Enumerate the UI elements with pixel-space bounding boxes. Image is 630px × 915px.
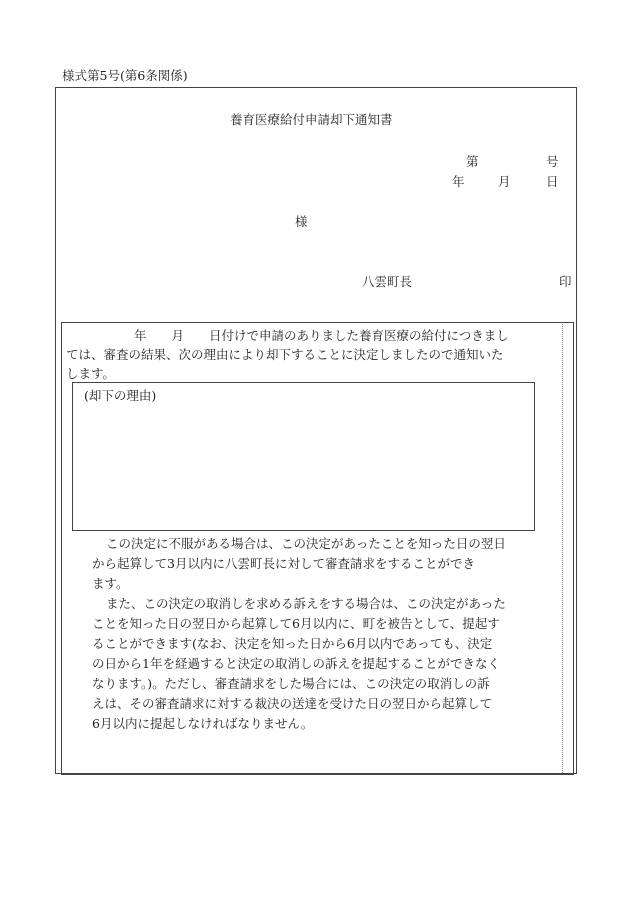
intro-line-3: します。	[66, 366, 116, 381]
lawsuit-line-7: 6月以内に提起しなければなりません。	[92, 716, 314, 731]
date-year: 年	[452, 174, 465, 189]
intro-line-2: ては、審査の結果、次の理由により却下することに決定しましたので通知いた	[66, 347, 504, 362]
date-month: 月	[498, 174, 511, 189]
date-day: 日	[546, 174, 559, 189]
appeal-line-1: この決定に不服がある場合は、この決定があったことを知った日の翌日	[106, 536, 506, 551]
lawsuit-line-2: ことを知った日の翌日から起算して6月以内に、町を被告として、提起す	[92, 616, 500, 631]
reason-label: (却下の理由)	[84, 388, 157, 403]
lawsuit-line-3: ることができます(なお、決定を知った日から6月以内であっても、決定	[92, 636, 493, 651]
addressee-suffix: 様	[295, 214, 308, 229]
intro-line-1: 年 月 日付けで申請のありました養育医療の給付につきまし	[134, 328, 509, 343]
appeal-line-3: ます。	[92, 576, 129, 591]
lawsuit-line-6: えは、その審査請求に対する裁決の送達を受けた日の翌日から起算して	[92, 696, 493, 711]
issuer-name: 八雲町長	[362, 274, 413, 289]
number-dai: 第	[466, 154, 479, 169]
seal-mark: 印	[559, 274, 572, 289]
document-title: 養育医療給付申請却下通知書	[230, 112, 393, 127]
form-label: 様式第5号(第6条関係)	[62, 68, 188, 83]
reason-box	[72, 382, 535, 531]
number-go: 号	[546, 154, 559, 169]
margin-dotted-line	[562, 324, 563, 773]
lawsuit-line-4: の日から1年を経過すると決定の取消しの訴えを提起することができなく	[92, 656, 500, 671]
appeal-line-2: から起算して3月以内に八雲町長に対して審査請求をすることができ	[92, 556, 475, 571]
lawsuit-line-5: なります。)。ただし、審査請求をした場合には、この決定の取消しの訴	[92, 676, 490, 691]
lawsuit-line-1: また、この決定の取消しを求める訴えをする場合は、この決定があった	[106, 596, 506, 611]
